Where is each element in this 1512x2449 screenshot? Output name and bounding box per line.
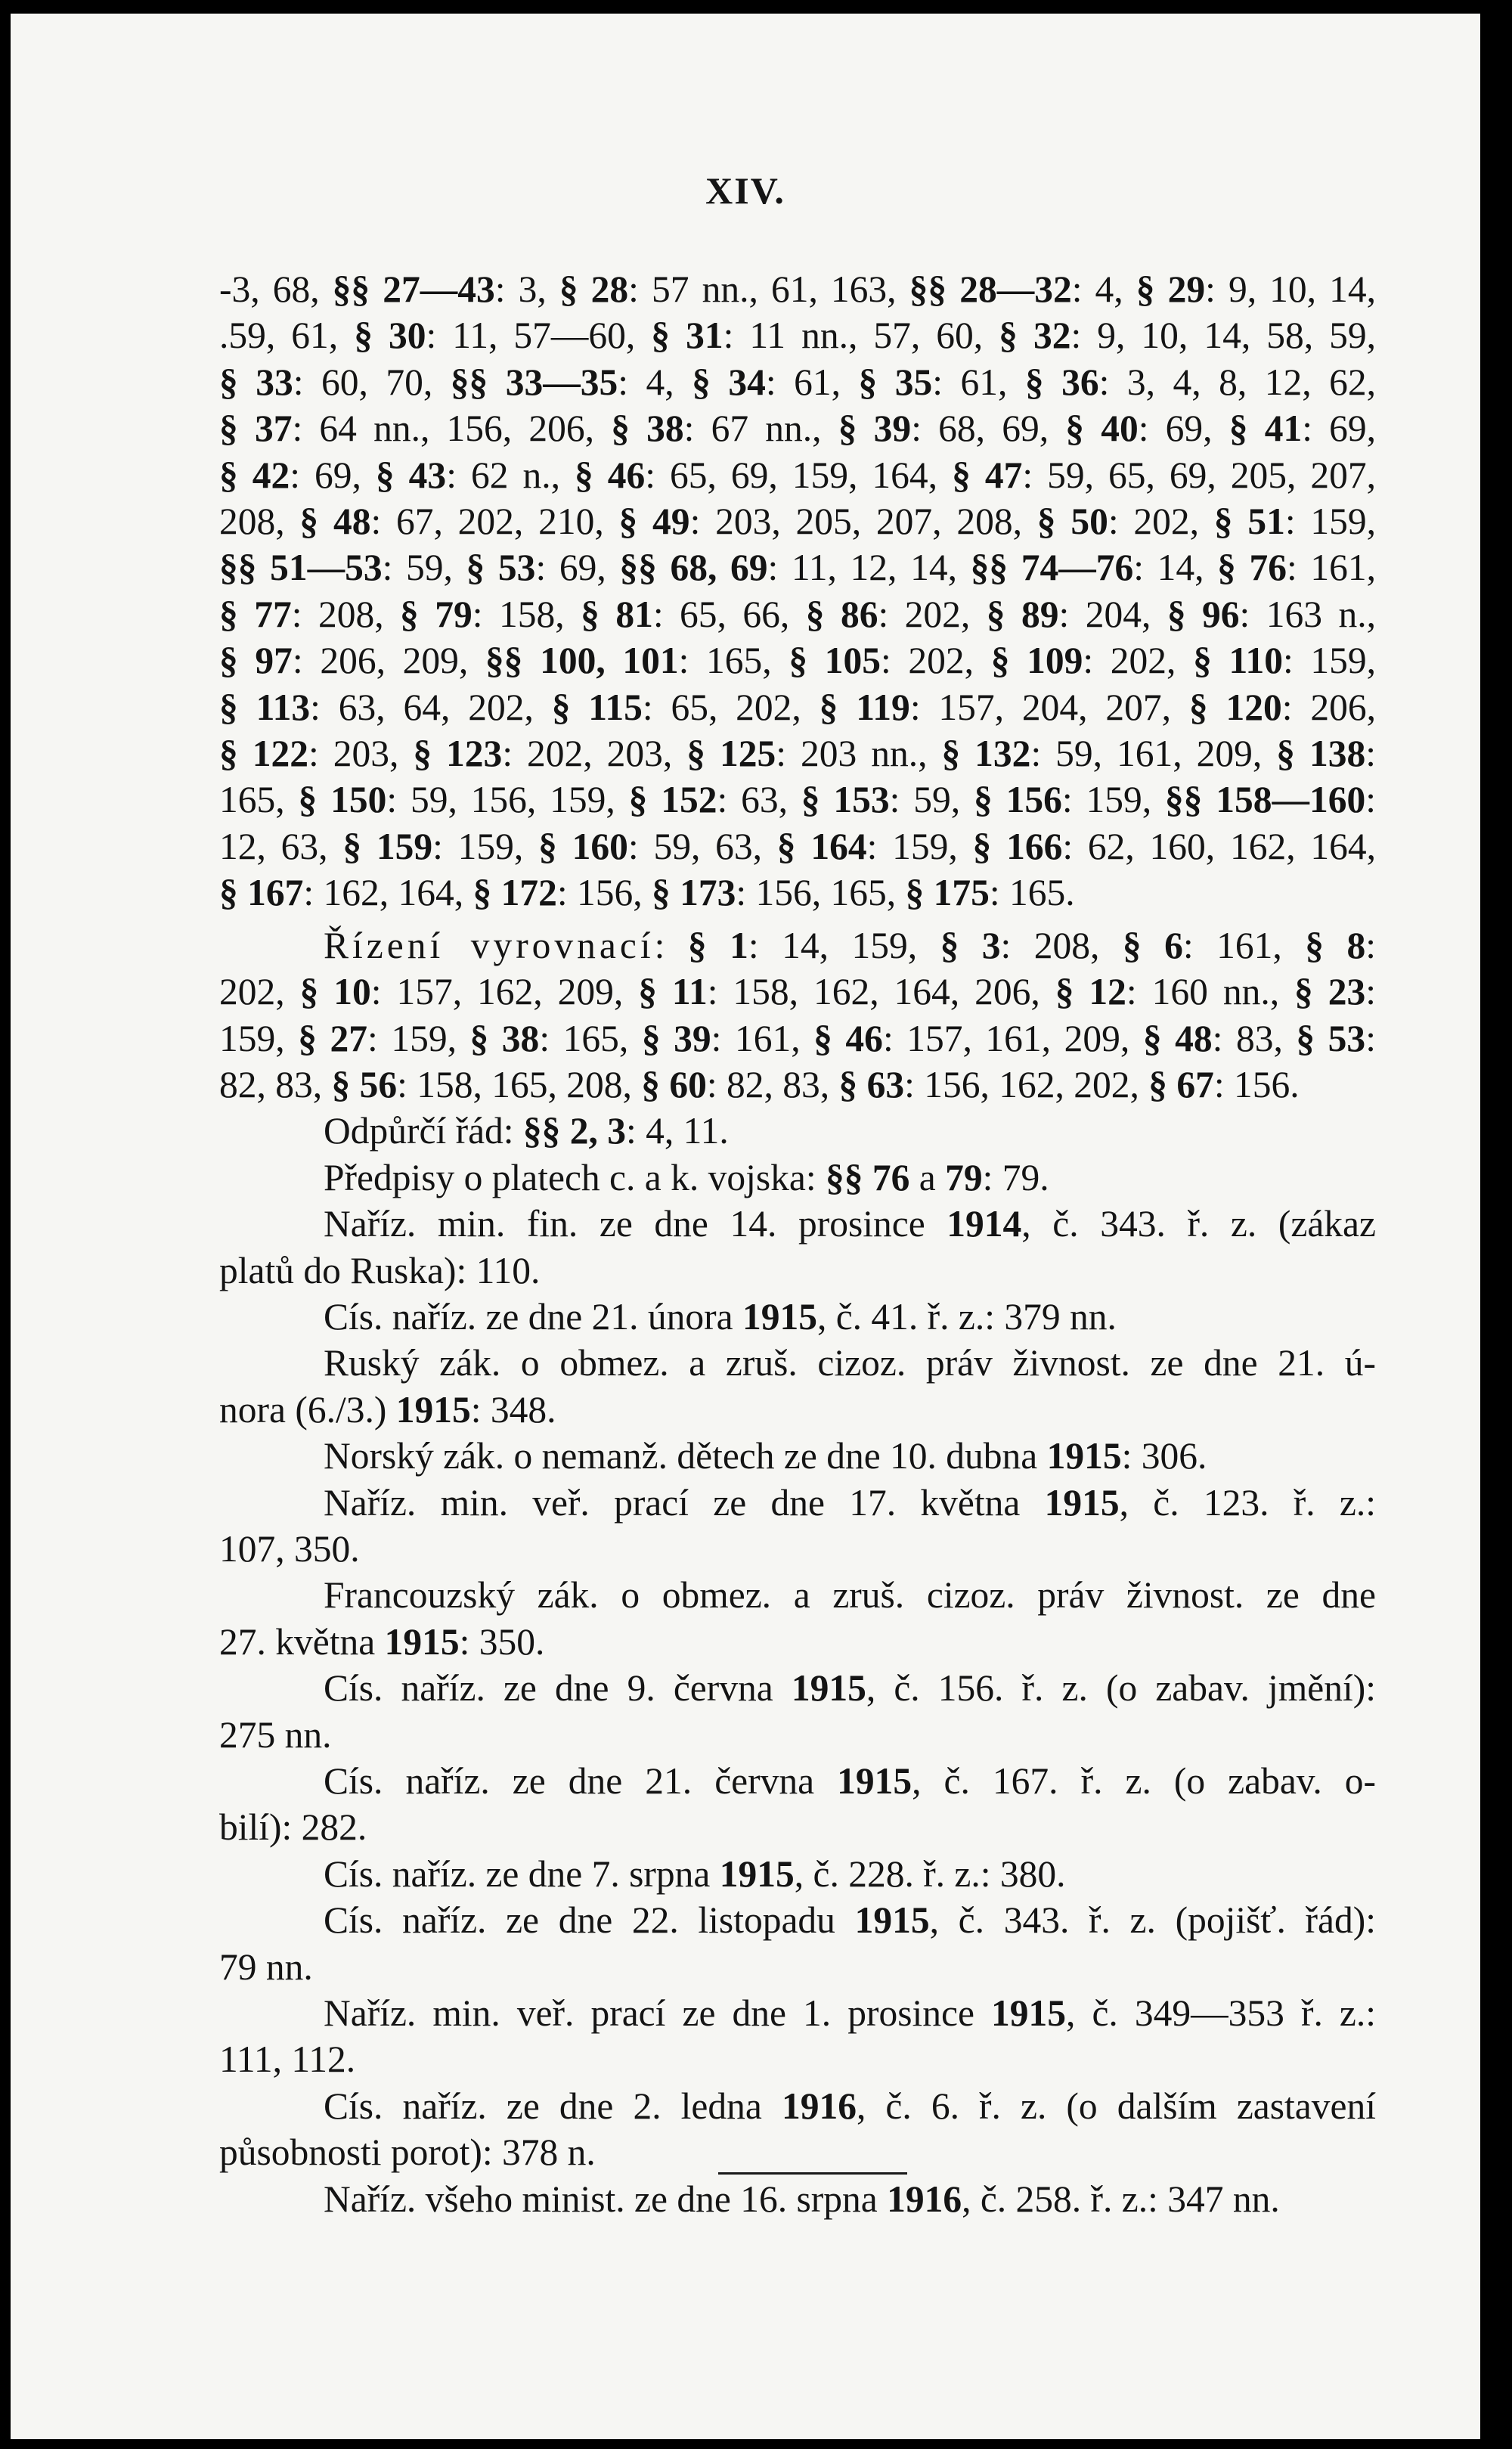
text-line [219, 637, 1376, 684]
text-segment: : 158, [472, 593, 581, 635]
text-segment: : [1365, 733, 1376, 775]
bold-reference: 1915 [837, 1760, 912, 1802]
text-line [219, 1201, 1376, 1247]
text-segment: : 69, [535, 547, 620, 589]
text-segment: : 9, 10, 14, 58, 59, [1070, 315, 1377, 357]
bold-reference: 1915 [1046, 1435, 1122, 1477]
bold-reference: § 39 [641, 1017, 711, 1059]
text-line [219, 1758, 1376, 1804]
bold-reference: § 113 [219, 686, 311, 728]
text-segment: : 9, 10, 14, [1205, 268, 1377, 310]
bold-reference: § 110 [1193, 640, 1283, 682]
text-line [219, 1480, 1376, 1526]
bold-reference: § 86 [805, 593, 878, 635]
bold-reference: § 67 [1148, 1063, 1214, 1105]
bold-reference: § 33 [219, 361, 293, 403]
text-line [219, 2083, 1376, 2129]
text-segment: : 4, [1071, 268, 1136, 310]
text-line [219, 1340, 1376, 1386]
text-line [219, 1944, 1376, 1990]
bold-reference: § 125 [686, 733, 776, 775]
text-segment: platů do Ruska): 110. [219, 1249, 541, 1291]
bold-reference: § 37 [219, 408, 293, 450]
text-segment: : 156, 165, [736, 872, 906, 914]
text-segment: Cís. naříz. ze dne 9. června [324, 1667, 792, 1710]
text-segment: : 202, [1083, 640, 1194, 682]
text-segment: Cís. naříz. ze dne 2. ledna [324, 2085, 782, 2127]
text-line [219, 1294, 1376, 1340]
text-line [219, 684, 1376, 730]
text-line [219, 1526, 1376, 1572]
text-segment: 79 nn. [219, 1945, 313, 1988]
bold-reference: § 38 [611, 408, 684, 450]
text-segment: Předpisy o platech c. a k. vojska: [324, 1156, 826, 1198]
text-segment: Naříz. všeho minist. ze dne 16. srpna [324, 2178, 888, 2220]
bold-reference: §§ 51—53 [219, 547, 383, 589]
bold-reference: § 46 [813, 1017, 883, 1059]
text-line [219, 2176, 1376, 2222]
bold-reference: §§ 158—160 [1164, 779, 1366, 821]
text-segment: : 62, 160, 162, 164, [1062, 825, 1377, 867]
text-segment: : 157, 204, 207, [909, 686, 1189, 728]
bold-reference: § 81 [581, 593, 653, 635]
text-line [219, 2036, 1376, 2082]
text-segment: Naříz. min. fin. ze dne 14. prosince [324, 1203, 947, 1245]
text-segment: : 11, 12, 14, [767, 547, 971, 589]
text-segment: : 67 nn., [683, 408, 838, 450]
text-segment: : 59, 156, 159, [386, 779, 629, 821]
bold-reference: 1915 [719, 1852, 795, 1895]
bold-reference: § 53 [1296, 1017, 1366, 1059]
text-segment: : 208, [1000, 924, 1123, 966]
bold-reference: § 46 [574, 454, 646, 496]
bold-reference: § 172 [472, 872, 557, 914]
text-segment: 202, [219, 971, 300, 1013]
bold-reference: § 3 [940, 924, 1001, 966]
text-line [219, 1387, 1376, 1433]
bold-reference: § 49 [618, 501, 690, 543]
text-segment: , č. 343. ř. z. (pojišť. řád): [929, 1899, 1376, 1942]
bold-reference: § 76 [1217, 547, 1287, 589]
bold-reference: § 23 [1294, 971, 1366, 1013]
text-segment: : 65, 66, [652, 593, 806, 635]
text-segment: : 11 nn., 57, 60, [723, 315, 999, 357]
text-segment: : 11, 57—60, [426, 315, 652, 357]
bold-reference: 1915 [395, 1388, 471, 1431]
bold-reference: § 36 [1024, 361, 1099, 403]
text-segment: : 65, 69, 159, 164, [645, 454, 953, 496]
bold-reference: § 30 [354, 315, 426, 357]
text-line [219, 969, 1376, 1015]
bold-reference: § 34 [692, 361, 766, 403]
text-segment: : 350. [459, 1620, 545, 1663]
text-segment: : 61, [932, 361, 1025, 403]
text-segment: 159, [219, 1017, 299, 1059]
bold-reference: § 1 [687, 924, 748, 966]
bold-reference: § 152 [628, 779, 717, 821]
text-segment: , č. 167. ř. z. (o zabav. o- [912, 1760, 1376, 1802]
text-segment: : 59, 65, 69, 205, 207, [1022, 454, 1377, 496]
bold-reference: § 51 [1213, 501, 1285, 543]
text-segment: 111, 112. [219, 2038, 356, 2081]
text-segment: : 156. [1213, 1063, 1300, 1105]
text-segment: Naříz. min. veř. prací ze dne 1. prosince [324, 1992, 992, 2035]
text-segment: , č. 228. ř. z.: 380. [794, 1852, 1066, 1895]
text-segment: : 160 nn., [1126, 971, 1295, 1013]
bold-reference: § 29 [1136, 268, 1206, 310]
text-line [219, 1619, 1376, 1665]
text-segment: Cís. naříz. ze dne 21. června [324, 1760, 838, 1802]
text-segment: : 64 nn., 156, 206, [292, 408, 612, 450]
bold-reference: § 79 [400, 593, 472, 635]
text-segment: : 158, 162, 164, 206, [707, 971, 1055, 1013]
text-segment: 275 nn. [219, 1713, 332, 1756]
text-segment: : 65, 202, [642, 686, 820, 728]
text-segment: : 14, [1133, 547, 1218, 589]
bold-reference: § 160 [538, 825, 628, 867]
bold-reference: § 60 [641, 1063, 707, 1105]
text-segment: : 60, 70, [293, 361, 451, 403]
bold-reference: §§ 33—35 [450, 361, 618, 403]
text-segment: : [1365, 971, 1376, 1013]
book-page [11, 14, 1480, 2439]
bold-reference: § 173 [652, 872, 736, 914]
text-segment: : 202, [878, 593, 987, 635]
text-segment: : 4, 11. [626, 1110, 729, 1152]
text-segment: 107, 350. [219, 1527, 360, 1570]
bold-reference: § 89 [986, 593, 1059, 635]
bold-reference: §§ 76 [825, 1156, 910, 1198]
text-segment: : 63, [717, 779, 801, 821]
text-line [219, 2129, 1376, 2175]
text-segment: .59, 61, [219, 315, 355, 357]
text-segment: : 4, [618, 361, 692, 403]
text-segment: : 203 nn., [776, 733, 942, 775]
text-segment: : 161, [711, 1017, 814, 1059]
text-line [219, 544, 1376, 591]
text-line [219, 1851, 1376, 1897]
text-segment: Cís. naříz. ze dne 22. listopadu [324, 1899, 855, 1942]
text-segment: : 208, [291, 593, 401, 635]
bold-reference: § 10 [299, 971, 371, 1013]
bold-reference: §§ 27—43 [332, 268, 495, 310]
bold-reference: § 48 [299, 501, 371, 543]
text-segment: : 162, 164, [303, 872, 473, 914]
text-line [219, 1015, 1376, 1062]
text-segment: : 165. [989, 872, 1075, 914]
text-segment: : 156, 162, 202, [904, 1063, 1149, 1105]
text-segment: : 69, [290, 454, 376, 496]
text-segment: 165, [219, 779, 299, 821]
bold-reference: §§ 100, 101 [485, 640, 679, 682]
text-line [219, 1665, 1376, 1711]
bold-reference: § 48 [1142, 1017, 1213, 1059]
text-segment: : [1365, 924, 1376, 966]
bold-reference: § 156 [973, 779, 1062, 821]
text-segment: : 83, [1212, 1017, 1297, 1059]
text-line [219, 1108, 1376, 1154]
text-segment: : 79. [982, 1156, 1049, 1198]
bold-reference: § 11 [638, 971, 708, 1013]
bold-reference: § 105 [789, 640, 881, 682]
text-segment: : 203, 205, 207, 208, [689, 501, 1037, 543]
text-segment: : 69, [1138, 408, 1229, 450]
text-segment: : 202, 203, [502, 733, 687, 775]
text-segment: : 165, [678, 640, 789, 682]
text-segment: : 63, 64, 202, [310, 686, 552, 728]
bold-reference: § 27 [298, 1017, 367, 1059]
bold-reference: § 39 [838, 408, 912, 450]
bold-reference: § 28 [559, 268, 629, 310]
bold-reference: § 63 [838, 1063, 905, 1105]
text-segment: , č. 349—353 ř. z.: [1066, 1992, 1376, 2035]
text-segment: působnosti porot): 378 n. [219, 2131, 596, 2174]
text-segment: : 3, 4, 8, 12, 62, [1098, 361, 1376, 403]
text-segment: : 68, 69, [911, 408, 1066, 450]
page-number: XIV. [705, 169, 785, 212]
bold-reference: § 167 [219, 872, 304, 914]
text-segment: : 159, [367, 1017, 470, 1059]
bold-reference: § 47 [952, 454, 1023, 496]
text-segment: : [654, 924, 688, 966]
bold-reference: § 97 [219, 640, 293, 682]
text-segment: : 59, [382, 547, 466, 589]
bold-reference: § 32 [999, 315, 1071, 357]
text-segment: Naříz. min. veř. prací ze dne 17. května [324, 1481, 1045, 1524]
bold-reference: 1915 [742, 1295, 817, 1338]
bold-reference: § 120 [1188, 686, 1282, 728]
bold-reference: § 109 [990, 640, 1083, 682]
text-segment: : 59, 63, [627, 825, 777, 867]
bold-reference: § 40 [1065, 408, 1139, 450]
text-line [219, 359, 1376, 405]
bold-reference: § 12 [1055, 971, 1126, 1013]
bold-reference: § 6 [1122, 924, 1183, 966]
text-segment: : 67, 202, 210, [370, 501, 619, 543]
bold-reference: §§ 2, 3 [522, 1110, 627, 1152]
text-segment: : 159, [866, 825, 973, 867]
spaced-heading: Řízení vyrovnací [324, 924, 655, 966]
text-line [219, 1433, 1376, 1479]
text-line [219, 405, 1376, 451]
text-segment: , č. 343. ř. z. (zákaz [1021, 1203, 1376, 1245]
text-line [219, 498, 1376, 544]
text-line [219, 922, 1376, 969]
text-segment: 82, 83, [219, 1063, 332, 1105]
bold-reference: § 35 [858, 361, 933, 403]
text-segment: : 206, 209, [292, 640, 485, 682]
bold-reference: 1916 [781, 2085, 857, 2127]
text-segment: , č. 156. ř. z. (o zabav. jmění): [866, 1667, 1376, 1710]
bold-reference: §§ 74—76 [970, 547, 1134, 589]
bold-reference: § 123 [413, 733, 503, 775]
text-segment: Francouzský zák. o obmez. a zruš. cizoz. práv živnost. ze dne [324, 1574, 1376, 1617]
closing-rule [718, 2172, 907, 2175]
text-segment: : [1365, 1017, 1376, 1059]
text-segment: : 165, [539, 1017, 642, 1059]
bold-reference: § 119 [819, 686, 910, 728]
text-segment: : 204, [1058, 593, 1167, 635]
bold-reference: 1916 [887, 2178, 962, 2220]
bold-reference: § 77 [219, 593, 292, 635]
bold-reference: § 153 [801, 779, 890, 821]
text-segment: : 161, [1182, 924, 1306, 966]
text-segment: Norský zák. o nemanž. dětech ze dne 10. dubna [324, 1435, 1047, 1477]
bold-reference: § 150 [298, 779, 387, 821]
bold-reference: § 138 [1276, 733, 1366, 775]
bold-reference: §§ 28—32 [909, 268, 1072, 310]
bold-reference: § 122 [219, 733, 308, 775]
bold-reference: § 175 [905, 872, 990, 914]
bold-reference: § 96 [1167, 593, 1240, 635]
bold-reference: 1915 [384, 1620, 460, 1663]
bold-reference: § 53 [466, 547, 536, 589]
bold-reference: § 41 [1228, 408, 1303, 450]
bold-reference: § 115 [551, 686, 643, 728]
text-line [219, 1248, 1376, 1294]
text-line [219, 1897, 1376, 1943]
text-line [219, 1572, 1376, 1618]
text-segment: : 59, 161, 209, [1030, 733, 1277, 775]
text-line [219, 1062, 1376, 1108]
text-segment: : 159, [1283, 640, 1377, 682]
text-segment: Ruský zák. o obmez. a zruš. cizoz. práv živnost. ze dne 21. ú- [324, 1342, 1376, 1384]
text-segment: : 69, [1302, 408, 1377, 450]
bold-reference: § 159 [342, 825, 433, 867]
text-segment: : 159, [1061, 779, 1165, 821]
text-segment: : 62 n., [446, 454, 575, 496]
text-segment: : [1365, 779, 1377, 821]
text-segment: 27. května [219, 1620, 385, 1663]
text-segment: : 206, [1281, 686, 1376, 728]
text-segment: , č. 258. ř. z.: 347 nn. [962, 2178, 1280, 2220]
bold-reference: § 31 [651, 315, 723, 357]
text-line [219, 730, 1376, 777]
text-segment: Odpůrčí řád: [324, 1110, 523, 1152]
text-segment: : 157, 162, 209, [370, 971, 639, 1013]
bold-reference: § 38 [469, 1017, 540, 1059]
text-segment: Cís. naříz. ze dne 21. února [324, 1295, 742, 1338]
text-segment: : 57 nn., 61, 163, [628, 268, 909, 310]
text-segment: 208, [219, 501, 300, 543]
bold-reference: 1915 [854, 1899, 930, 1942]
text-segment: a [909, 1156, 946, 1198]
text-segment: : 159, [432, 825, 539, 867]
text-segment: : 159, [1284, 501, 1377, 543]
text-segment: : 14, 159, [748, 924, 940, 966]
text-line [219, 591, 1376, 637]
bold-reference: § 8 [1305, 924, 1366, 966]
text-segment: : 203, [308, 733, 414, 775]
text-segment: : 158, 165, 208, [397, 1063, 642, 1105]
bold-reference: 1914 [947, 1203, 1022, 1245]
text-line [219, 1804, 1376, 1850]
text-line [219, 823, 1376, 870]
text-segment: : 3, [494, 268, 559, 310]
bold-reference: 1915 [791, 1667, 866, 1710]
text-line [219, 266, 1376, 312]
text-line [219, 1155, 1376, 1201]
bold-reference: § 164 [776, 825, 867, 867]
text-segment: , č. 6. ř. z. (o dalším zastavení [856, 2085, 1376, 2127]
text-segment: bilí): 282. [219, 1806, 367, 1849]
text-segment: : 306. [1121, 1435, 1207, 1477]
bold-reference: §§ 68, 69 [619, 547, 768, 589]
bold-reference: § 42 [219, 454, 290, 496]
text-segment: : 202, [1108, 501, 1214, 543]
bold-reference: § 56 [331, 1063, 398, 1105]
text-segment: , č. 41. ř. z.: 379 nn. [816, 1295, 1117, 1338]
text-line [219, 1990, 1376, 2036]
text-segment: : 82, 83, [706, 1063, 839, 1105]
text-line [219, 1712, 1376, 1758]
text-line [219, 870, 1376, 916]
bold-reference: § 132 [941, 733, 1031, 775]
text-segment: nora (6./3.) [219, 1388, 396, 1431]
text-line [219, 312, 1376, 358]
bold-reference: § 43 [375, 454, 447, 496]
bold-reference: 79 [945, 1156, 983, 1198]
bold-reference: § 50 [1036, 501, 1108, 543]
text-segment: : 157, 161, 209, [882, 1017, 1143, 1059]
text-line [219, 452, 1376, 498]
text-segment: : 163 n., [1239, 593, 1376, 635]
text-segment: : 156, [556, 872, 652, 914]
text-segment: : 61, [765, 361, 859, 403]
text-segment: : 348. [470, 1388, 556, 1431]
text-segment: -3, 68, [219, 268, 333, 310]
bold-reference: 1915 [1044, 1481, 1120, 1524]
index-text [219, 266, 1376, 2222]
text-segment: : 202, [880, 640, 991, 682]
text-segment: 12, 63, [219, 825, 343, 867]
text-line [219, 777, 1376, 823]
bold-reference: § 166 [972, 825, 1063, 867]
text-segment: : 161, [1287, 547, 1377, 589]
text-segment: Cís. naříz. ze dne 7. srpna [324, 1852, 720, 1895]
bold-reference: 1915 [991, 1992, 1067, 2035]
text-segment: , č. 123. ř. z.: [1119, 1481, 1377, 1524]
text-segment: : 59, [889, 779, 974, 821]
